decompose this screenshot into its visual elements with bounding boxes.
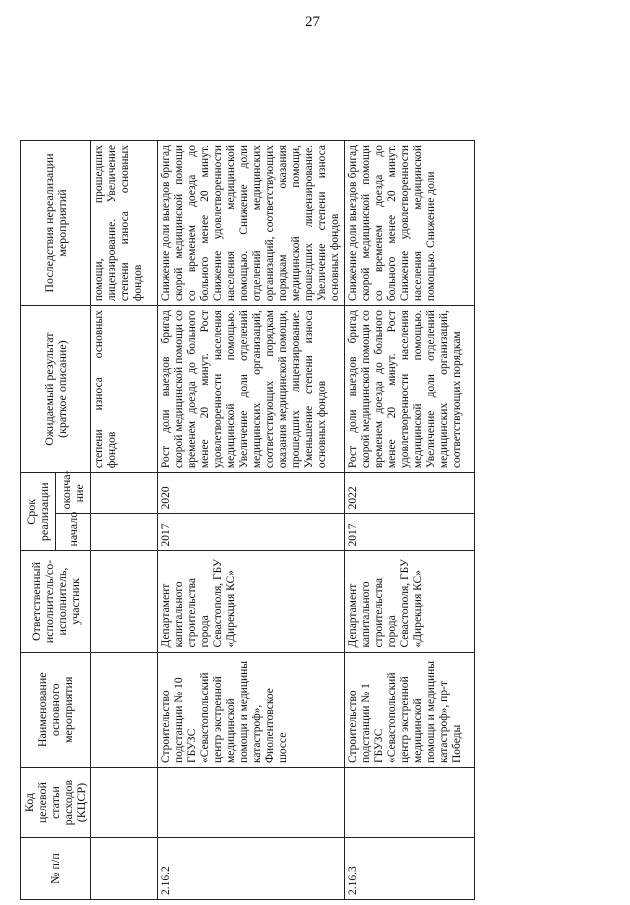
- cell-name: [91, 652, 158, 767]
- table-row: [345, 141, 475, 900]
- cell-executor: [91, 551, 158, 652]
- header-code: Код целевой статьи расходов (КЦСР): [21, 768, 91, 838]
- cell-start: 2017: [158, 514, 345, 551]
- cell-start: 2017: [345, 514, 475, 551]
- cell-end: 2022: [345, 473, 475, 514]
- cell-consequences: помощи, прошедших лицензирование. Увеличение степени износа основных фондов: [91, 141, 158, 306]
- cell-result: степени износа основных фондов: [91, 306, 158, 473]
- cell-name: Строительство подстанции № 1 ГБУЗС «Севастопольский центр экстренной медицинской помощи и медицины катастроф», пр-т Победы: [345, 652, 475, 767]
- cell-consequences: Снижение доли выездов бригад скорой медицинской помощи со временем доезда до больного менее 20 минут. Снижение удовлетворенности населения медицинской помощью. Снижение доли отделений медицинских организаций, соответствующих порядкам оказания медицинской помощи, прошедших лицензирование. Увеличение степени износа основных фондов: [158, 141, 345, 306]
- header-consequences: Последствия нереализации мероприятий: [21, 141, 91, 306]
- cell-no: 2.16.2: [158, 838, 345, 900]
- cell-consequences: Снижение доли выездов бригад скорой медицинской помощи со временем доезда до больного менее 20 минут. Снижение удовлетворенности населения медицинской помощью. Снижение доли: [345, 141, 475, 306]
- cell-no: [91, 838, 158, 900]
- header-executor: Ответственный исполнитель/со-исполнитель, участник: [21, 551, 91, 652]
- header-start: начало: [56, 514, 91, 551]
- header-result: Ожидаемый результат (краткое описание): [21, 306, 91, 473]
- cell-executor: Департамент капитального строительства города Севастополя, ГБУ «Дирекция КС»: [158, 551, 345, 652]
- cell-no: 2.16.3: [345, 838, 475, 900]
- header-period: Срок реализации: [21, 473, 56, 551]
- cell-code: [158, 768, 345, 838]
- cell-result: Рост доли выездов бригад скорой медицинской помощи со временем доезда до больного менее 20 минут. Рост удовлетворенности населения медицинской помощью. Увеличение доли отделений медицинских организаций, соответствующих порядкам: [345, 306, 475, 473]
- cell-name: Строительство подстанции № 10 ГБУЗС «Севастопольский центр экстренной медицинской помощи и медицины катастроф», Фиолентовское шоссе: [158, 652, 345, 767]
- rotated-table-container: [20, 0, 463, 900]
- table-row: [158, 141, 345, 900]
- cell-executor: Департамент капитального строительства города Севастополя, ГБУ «Дирекция КС»: [345, 551, 475, 652]
- header-end: оконча-ние: [56, 473, 91, 514]
- table-header-row: [21, 141, 56, 900]
- header-no: № п/п: [21, 838, 91, 900]
- table-row-continuation: [91, 141, 158, 900]
- cell-end: 2020: [158, 473, 345, 514]
- cell-start: [91, 514, 158, 551]
- cell-end: [91, 473, 158, 514]
- cell-code: [91, 768, 158, 838]
- header-name: Наименование основного мероприятия: [21, 652, 91, 767]
- cell-code: [345, 768, 475, 838]
- cell-result: Рост доли выездов бригад скорой медицинской помощи со временем доезда до больного менее 20 минут. Рост удовлетворенности населения медицинской помощью. Увеличение доли отделений медицинских организаций, соответствующих порядкам оказания медицинской помощи, прошедших лицензирование. Уменьшение степени износа основных фондов: [158, 306, 345, 473]
- page-number: 27: [305, 14, 320, 30]
- measures-table: [20, 140, 475, 900]
